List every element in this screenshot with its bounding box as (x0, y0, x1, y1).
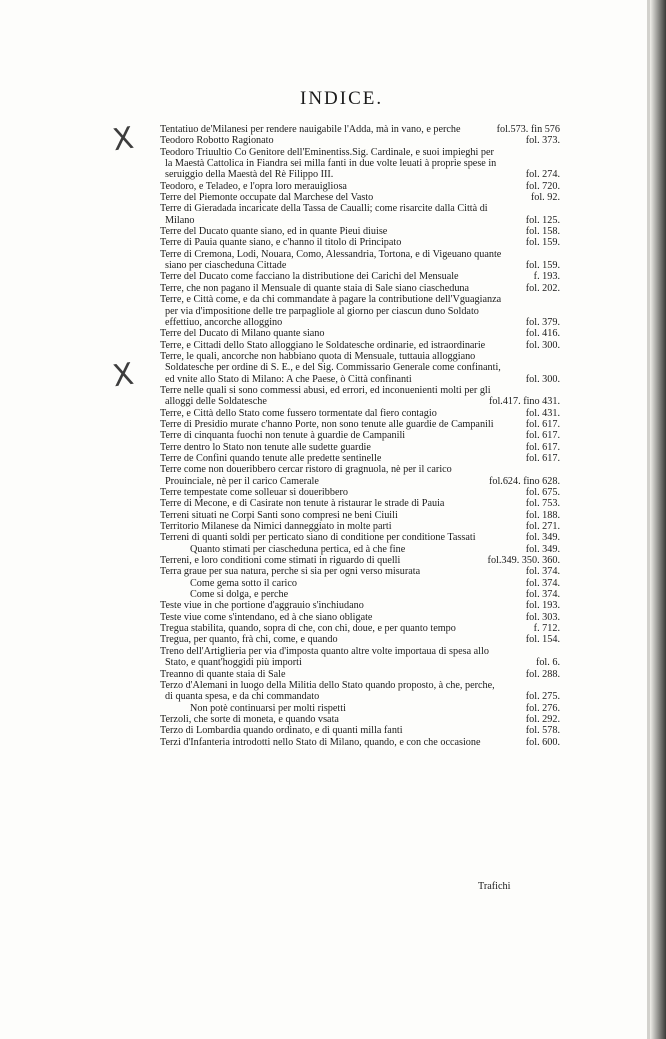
entry-text: Non potè continuarsi per molti rispetti (190, 702, 346, 714)
entry-folio: fol. 274. (525, 169, 560, 181)
entry-text: Terre, e Cittadi dello Stato alloggiano le Soldatesche ordinarie, ed istraordinarie (160, 339, 486, 351)
index-entry (160, 737, 560, 748)
entry-folio: fol. 125. (525, 214, 560, 226)
entry-folio: fol. 374. (525, 577, 560, 589)
index-entry (160, 135, 560, 146)
index-entry (160, 612, 560, 623)
entry-folio: fol. 349. (525, 532, 560, 544)
entry-folio: fol. 675. (525, 487, 560, 498)
entry-folio: fol. 617. (525, 418, 560, 430)
entry-text: Tentatiuo de'Milanesi per rendere nauigabile l'Adda, mà in vano, e perche (160, 124, 461, 135)
entry-folio: fol. 276. (525, 702, 560, 714)
entry-text: Terre del Ducato quante siano, ed in quante Pieui diuise (160, 226, 388, 238)
index-entry (160, 532, 560, 543)
index-entry (160, 566, 560, 577)
entry-folio: f. 712. (533, 623, 560, 635)
entry-text: Tregua stabilita, quando, sopra di che, con chi, doue, e per quanto tempo (160, 623, 456, 635)
entry-folio: fol. 300. (525, 373, 560, 385)
entry-text: Come si dolga, e perche (190, 589, 289, 601)
entry-folio: fol. 271. (525, 521, 560, 533)
index-entry (160, 555, 560, 566)
index-entry (160, 714, 560, 725)
entry-folio: fol. 303. (525, 611, 560, 623)
entry-folio: fol. 373. (525, 135, 560, 147)
entry-text: Terre di Presidio murate c'hanno Porte, non sono tenute alle guardie de Campanili (160, 418, 494, 430)
entry-text: Terre nelle quali si sono commessi abusi, ed errori, ed inconuenienti molti per gli alloggi delle Soldatesche (160, 384, 491, 408)
index-entry (160, 430, 560, 441)
entry-text: Terreni, e loro conditioni come stimati in riguardo di quelli (160, 555, 401, 567)
entry-folio: fol. 193. (525, 600, 560, 612)
index-entry (160, 271, 560, 282)
page-heading: INDICE. (300, 88, 384, 109)
entry-text: Terre, e Città come, e da chi commandate à pagare la contributione dell'Vguagianza per via d'impositione delle tre parpagliole al giorno per ciascun duno Soldato effettiuo, ancorche alloggino (160, 294, 502, 328)
entry-text: Terre de Confini quando tenute alle predette sentinelle (160, 452, 382, 464)
index-entry (160, 351, 560, 385)
entry-text: Teste viue in che portione d'aggrauio s'inchiudano (160, 600, 364, 612)
entry-folio: fol. 288. (525, 668, 560, 680)
entry-folio: fol. 300. (525, 339, 560, 351)
entry-folio: fol. 159. (525, 260, 560, 272)
index-entry (160, 453, 560, 464)
index-entry (160, 237, 560, 248)
index-entry (160, 328, 560, 339)
margin-mark: X (110, 356, 136, 395)
index-entry (160, 203, 560, 226)
entry-folio: fol. 416. (525, 328, 560, 340)
index-entry (160, 600, 560, 611)
entry-folio: fol. 349. (525, 543, 560, 555)
entry-folio: fol. 600. (525, 736, 560, 748)
entry-text: Teodoro, e Teladeo, e l'opra loro merauigliosa (160, 180, 347, 192)
entry-text: Terre del Ducato come facciano la distributione dei Carichi del Mensuale (160, 271, 459, 283)
entry-text: Tregua, per quanto, frà chi, come, e quando (160, 634, 338, 646)
index-entry (160, 147, 560, 181)
entry-text: Terzoli, che sorte di moneta, e quando vsata (160, 713, 339, 725)
entry-folio: fol. 6. (535, 657, 560, 669)
index-entry (160, 419, 560, 430)
index-entry (160, 385, 560, 408)
entry-text: Terre di cinquanta fuochi non tenute à guardie de Campanili (160, 430, 406, 442)
entry-folio: fol. 374. (525, 566, 560, 578)
entry-text: Terre, le quali, ancorche non habbiano quota di Mensuale, tuttauia alloggiano Soldatesche per ordine di S. E., e del Sig. Commissario Generale come confinanti, ed vnite allo Stato di Milano: A che Paese, ò Città confinanti (160, 350, 501, 385)
entry-folio: fol. 202. (525, 282, 560, 294)
entry-text: Terre tempestate come solleuar si doueribbero (160, 487, 348, 498)
index-entry (160, 589, 560, 600)
index-entry (160, 249, 560, 272)
page-edge-shadow (650, 0, 666, 1039)
entry-folio: fol. 431. (525, 407, 560, 419)
entry-folio: fol. 617. (525, 441, 560, 453)
index-entry (160, 124, 560, 135)
entry-text: Terre di Pauia quante siano, e c'hanno il titolo di Principato (160, 237, 402, 249)
index-list (160, 124, 560, 748)
index-entry (160, 464, 560, 487)
entry-text: Terre di Mecone, e di Casirate non tenute à ristaurar le strade di Pauia (160, 498, 445, 510)
index-entry (160, 544, 560, 555)
entry-folio: fol. 379. (525, 316, 560, 328)
index-entry (160, 669, 560, 680)
index-entry (160, 725, 560, 736)
entry-text: Treno dell'Artiglieria per via d'imposta quanto altre volte importaua di spesa allo Stato, e quant'hoggidi più importi (160, 645, 489, 669)
entry-text: Terre del Piemonte occupate dal Marchese del Vasto (160, 192, 374, 204)
index-entry (160, 340, 560, 351)
entry-folio: fol. 753. (525, 498, 560, 510)
entry-text: Terre del Ducato di Milano quante siano (160, 328, 325, 340)
index-entry (160, 283, 560, 294)
entry-text: Terre dentro lo Stato non tenute alle sudette guardie (160, 441, 371, 453)
entry-folio: fol. 159. (525, 237, 560, 249)
index-entry (160, 226, 560, 237)
entry-text: Terre di Cremona, Lodi, Nouara, Como, Alessandria, Tortona, e di Vigeuano quante siano per ciascheduna Cittade (160, 248, 502, 272)
entry-folio: fol. 578. (525, 725, 560, 737)
entry-text: Terzo di Lombardia quando ordinato, e di quanti milla fanti (160, 725, 403, 737)
index-entry (160, 408, 560, 419)
index-entry (160, 578, 560, 589)
entry-folio: fol. 720. (525, 180, 560, 192)
entry-folio: fol. 158. (525, 226, 560, 238)
entry-text: Terreni situati ne Corpi Santi sono compresi ne beni Ciuili (160, 509, 398, 521)
index-entry (160, 680, 560, 703)
entry-text: Treanno di quante staia di Sale (160, 668, 286, 680)
entry-text: Teodoro Triuultio Co Genitore dell'Eminentiss.Sig. Cardinale, e suoi impieghi per la Maestà Cattolica in Fiandra sei milla fanti in due volte leuati à proprie spese in seruiggio della Maestà del Rè Filippo III. (160, 146, 497, 181)
index-entry (160, 703, 560, 714)
entry-folio: fol.573. fin 576 (496, 124, 560, 135)
index-entry (160, 498, 560, 509)
entry-text: Terre, che non pagano il Mensuale di quante staia di Sale siano ciascheduna (160, 282, 470, 294)
entry-folio: fol.417. fino 431. (488, 396, 560, 408)
index-entry (160, 510, 560, 521)
entry-text: Terra graue per sua natura, perche si sia per ogni verso misurata (160, 566, 421, 578)
catchword: Trafichi (478, 881, 511, 892)
index-entry (160, 634, 560, 645)
entry-folio: fol. 617. (525, 452, 560, 464)
index-entry (160, 294, 560, 328)
entry-folio: fol. 292. (525, 713, 560, 725)
entry-folio: fol.349. 350. 360. (487, 555, 560, 567)
page-edge-line (647, 0, 650, 1039)
entry-folio: fol. 92. (530, 192, 560, 204)
entry-folio: fol. 374. (525, 589, 560, 601)
margin-mark: X (110, 120, 136, 159)
entry-folio: fol.624. fino 628. (488, 475, 560, 487)
entry-text: Terzo d'Alemani in luogo della Militia dello Stato quando proposto, à che, perche, di quanta spesa, e da chi commandato (160, 679, 495, 703)
index-entry (160, 623, 560, 634)
entry-text: Teste viue come s'intendano, ed à che siano obligate (160, 611, 373, 623)
entry-text: Teodoro Robotto Ragionato (160, 135, 274, 147)
entry-text: Terreni di quanti soldi per perticato siano di conditione per conditione Tassati (160, 532, 476, 544)
entry-text: Quanto stimati per ciascheduna pertica, ed à che fine (190, 543, 406, 555)
entry-folio: fol. 154. (525, 634, 560, 646)
index-entry (160, 487, 560, 498)
index-entry (160, 181, 560, 192)
entry-text: Come gema sotto il carico (190, 577, 297, 589)
entry-text: Terre di Gieradada incaricate della Tassa de Caualli; come risarcite dalla Città di Milano (160, 203, 488, 226)
entry-folio: f. 193. (533, 271, 560, 283)
entry-text: Territorio Milanese da Nimici danneggiato in molte parti (160, 521, 392, 533)
entry-text: Terre come non doueribbero cercar ristoro di gragnuola, nè per il carico Prouinciale, nè per il carico Camerale (160, 464, 452, 487)
entry-text: Terzi d'Infanteria introdotti nello Stato di Milano, quando, e con che occasione (160, 736, 481, 748)
index-entry (160, 442, 560, 453)
entry-folio: fol. 188. (525, 509, 560, 521)
entry-folio: fol. 617. (525, 430, 560, 442)
index-entry (160, 192, 560, 203)
index-entry (160, 521, 560, 532)
index-entry (160, 646, 560, 669)
entry-text: Terre, e Città dello Stato come fussero tormentate dal fiero contagio (160, 407, 437, 419)
entry-folio: fol. 275. (525, 691, 560, 703)
